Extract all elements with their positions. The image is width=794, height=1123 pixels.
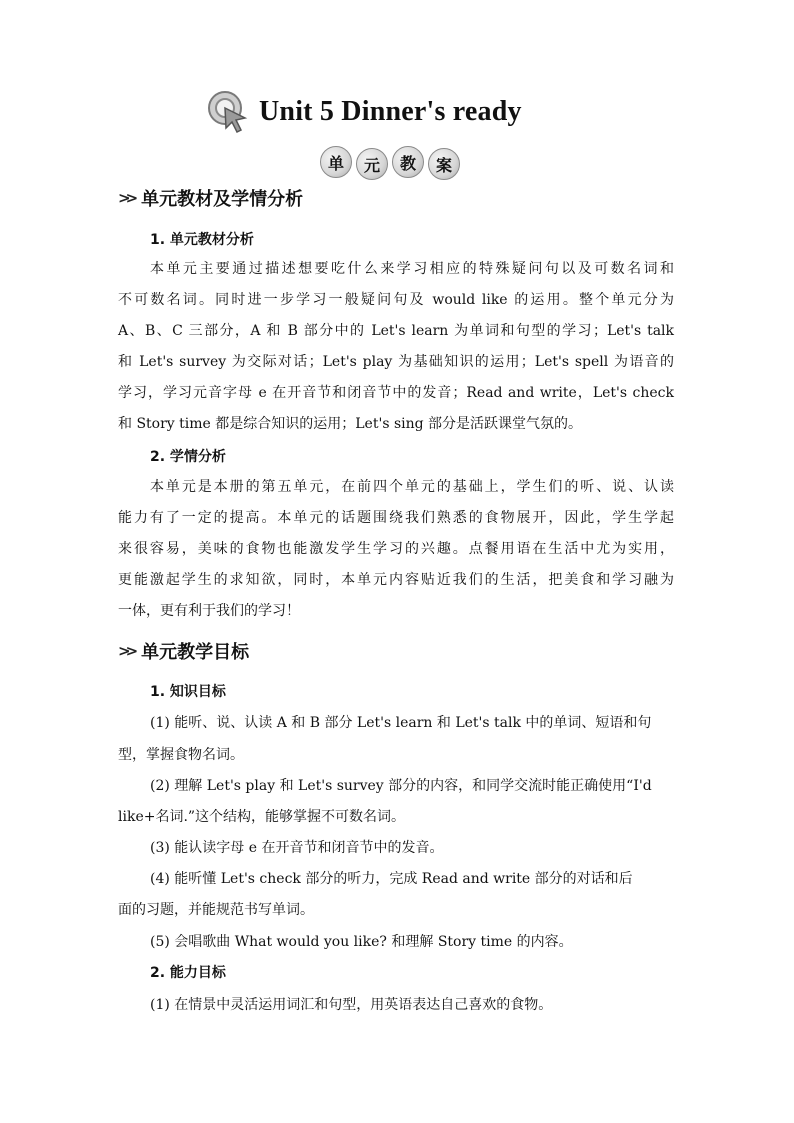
paragraph-textbook-analysis <box>118 254 674 440</box>
section-heading-analysis <box>118 185 303 211</box>
subheading-ability-goals: 2. 能力目标 <box>150 965 226 981</box>
subheading-learner-analysis: 2. 学情分析 <box>150 449 226 465</box>
text-line: 不可数名词。同时进一步学习一般疑问句及 would like 的运用。整个单元分为 <box>118 292 674 308</box>
cursor-target-icon <box>205 88 253 136</box>
section-heading-text: 单元教学目标 <box>141 642 250 663</box>
text-line: 来很容易，美味的食物也能激发学生学习的兴趣。点餐用语在生活中尤为实用， <box>118 541 674 557</box>
objective-item-2-cont: like+名词.”这个结构，能够掌握不可数名词。 <box>118 809 406 825</box>
text-line: 能力有了一定的提高。本单元的话题围绕我们熟悉的食物展开，因此，学生学起 <box>118 510 674 526</box>
double-chevron-icon: >> <box>118 642 134 660</box>
title-row <box>205 88 522 136</box>
subheading-textbook-analysis: 1. 单元教材分析 <box>150 232 254 248</box>
objective-item-4-cont: 面的习题，并能规范书写单词。 <box>118 902 314 918</box>
text-line: A、B、C 三部分，A 和 B 部分中的 Let's learn 为单词和句型的学习；Let's talk <box>118 323 674 339</box>
section-heading-text: 单元教材及学情分析 <box>141 189 304 210</box>
badge-char: 元 <box>356 148 388 180</box>
badge-char: 单 <box>320 146 352 178</box>
ability-item-1: (1) 在情景中灵活运用词汇和句型，用英语表达自己喜欢的食物。 <box>150 997 553 1013</box>
badge-char: 案 <box>428 148 460 180</box>
text-line: 一体，更有利于我们的学习！ <box>118 603 300 619</box>
objective-item-3: (3) 能认读字母 e 在开音节和闭音节中的发音。 <box>150 840 444 856</box>
text-line: 更能激起学生的求知欲，同时，本单元内容贴近我们的生活，把美食和学习融为 <box>118 572 674 588</box>
unit-plan-badges <box>320 146 464 180</box>
paragraph-learner-analysis <box>118 472 674 627</box>
objective-item-4: (4) 能听懂 Let's check 部分的听力，完成 Read and write 部分的对话和后 <box>150 871 633 887</box>
page-title: Unit 5 Dinner's ready <box>259 96 522 127</box>
text-line: 和 Let's survey 为交际对话；Let's play 为基础知识的运用；Let's spell 为语音的 <box>118 354 674 370</box>
objective-item-2: (2) 理解 Let's play 和 Let's survey 部分的内容，和同学交流时能正确使用“I'd <box>150 778 652 794</box>
text-line: 学习，学习元音字母 e 在开音节和闭音节中的发音；Read and write，Let's check <box>118 385 674 401</box>
text-line: 本单元主要通过描述想要吃什么来学习相应的特殊疑问句以及可数名词和 <box>150 261 674 277</box>
subheading-knowledge-goals: 1. 知识目标 <box>150 684 226 700</box>
objective-item-1-cont: 型，掌握食物名词。 <box>118 747 244 763</box>
objective-item-5: (5) 会唱歌曲 What would you like? 和理解 Story time 的内容。 <box>150 934 573 950</box>
double-chevron-icon: >> <box>118 189 134 207</box>
text-line: 和 Story time 都是综合知识的运用；Let's sing 部分是活跃课堂气氛的。 <box>118 416 583 432</box>
badge-char: 教 <box>392 146 424 178</box>
section-heading-objectives <box>118 638 249 664</box>
objective-item-1: (1) 能听、说、认读 A 和 B 部分 Let's learn 和 Let's talk 中的单词、短语和句 <box>150 715 652 731</box>
text-line: 本单元是本册的第五单元，在前四个单元的基础上，学生们的听、说、认读 <box>150 479 674 495</box>
